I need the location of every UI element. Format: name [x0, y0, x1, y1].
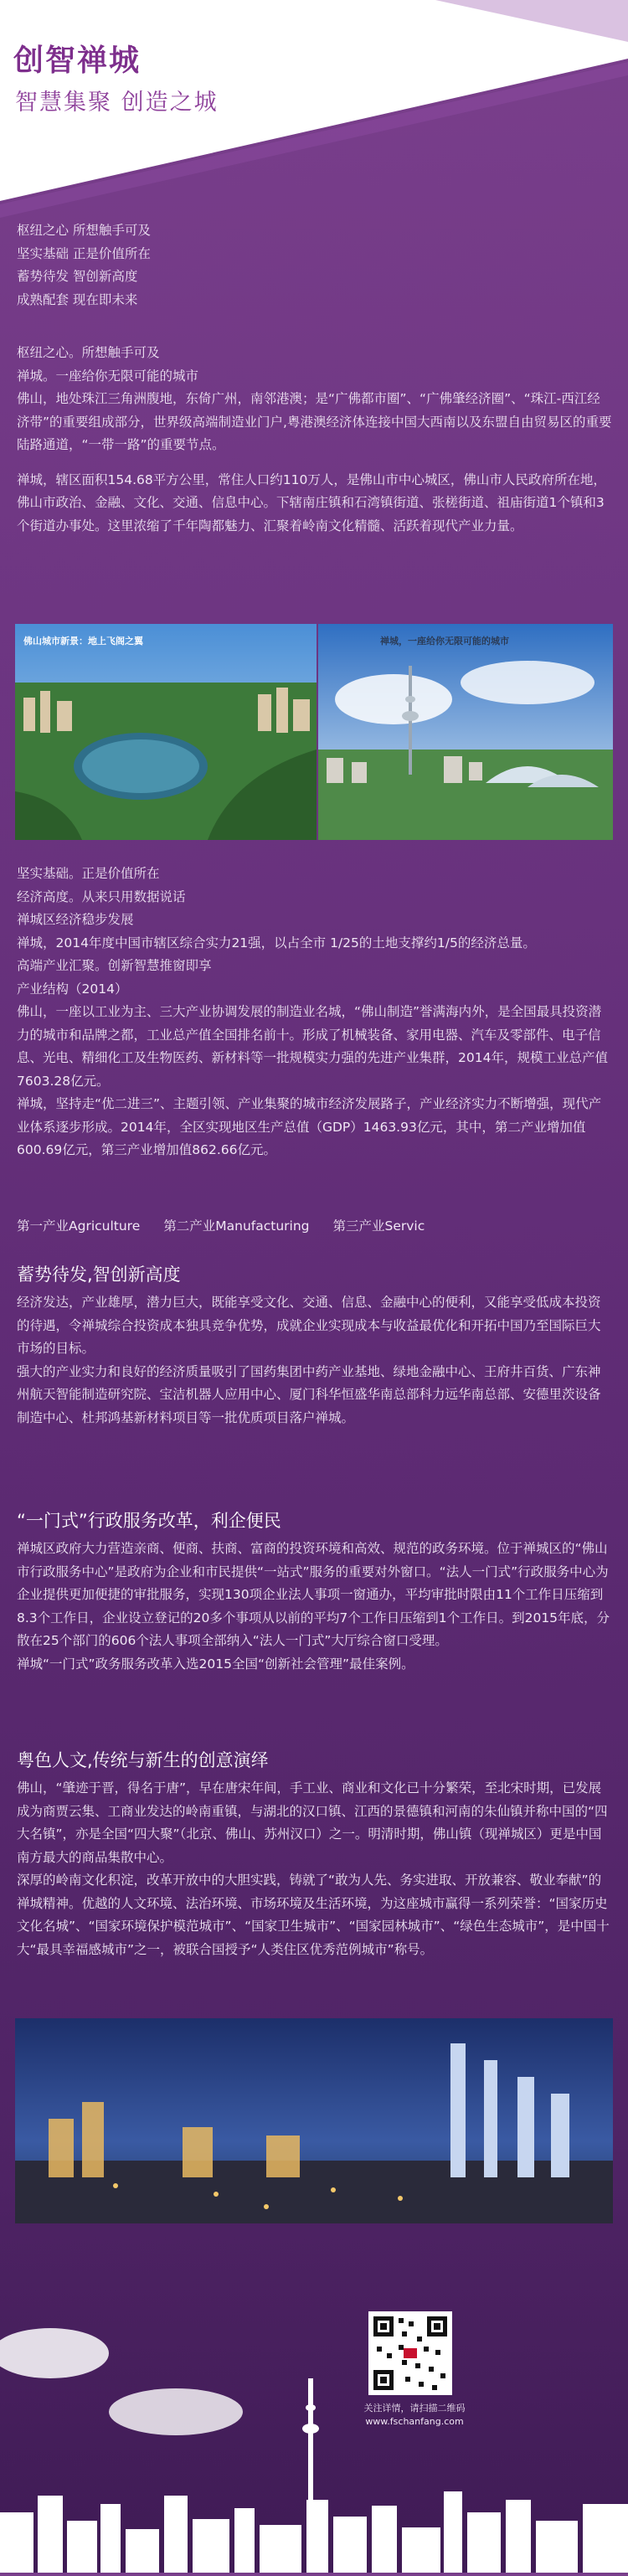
qr-note-url[interactable]: www.fschanfang.com: [365, 2416, 464, 2427]
section-line: 禅城区经济稳步发展: [17, 912, 134, 927]
qr-note-line: 关注详情，请扫描二维码: [363, 2403, 466, 2414]
photo-caption: 佛山城市新景：地上飞阁之翼: [23, 636, 143, 647]
section-reform: [17, 1538, 613, 1676]
section-paragraph: 禅城，辖区面积154.68平方公里，常住人口约110万人，是佛山市中心城区，佛山市人民政府所在地，佛山市政治、金融、文化、交通、信息中心。下辖南庄镇和石湾镇街道、张槎街道、祖庙街道1个镇和3个街道办事处。这里浓缩了千年陶都魅力、汇聚着岭南文化精髓、活跃着现代产业力量。: [17, 471, 606, 533]
intro-line: 蓄势待发 智创新高度: [17, 269, 138, 284]
section-paragraph: 佛山，一座以工业为主、三大产业协调发展的制造业名城，“佛山制造”誉满海内外，是全国最具投资潜力的城市和品牌之都，工业总产值全国排名前十。形成了机械装备、家用电器、汽车及零部件、电子信息、光电、精细化工及生物医药、新材料等一批规模实力强的先进产业集群，2014年，规模工业总产值7603.28亿元。: [17, 1004, 608, 1089]
section-paragraph: 深厚的岭南文化积淀，改革开放中的大胆实践，铸就了“敢为人先、务实进取、开放兼容、敬业奉献”的禅城精神。优越的人文环境、法治环境、市场环境及生活环境，为这座城市赢得一系列荣誉：“国家历史文化名城”、“国家环境保护模范城市”、“国家卫生城市”、“国家园林城市”、“绿色生态城市”，是中国十大“最具幸福感城市”之一，被联合国授予“人类住区优秀范例城市”称号。: [17, 1873, 610, 1957]
page-title: 创智禅城: [13, 44, 142, 78]
section-paragraph: 禅城“一门式”政务服务改革入选2015全国“创新社会管理”最佳案例。: [17, 1656, 414, 1672]
section-paragraph: 强大的产业实力和良好的经济质量吸引了国药集团中药产业基地、绿地金融中心、王府井百货、广东神州航天智能制造研究院、宝洁机器人应用中心、厦门科华恒盛华南总部科力远华南总部、安德里茨设备制造中心、杜邦鸿基新材料项目等一批优质项目落户禅城。: [17, 1363, 601, 1425]
sector-label: 第三产业Servic: [332, 1218, 425, 1234]
section-paragraph: 佛山，“肇迹于晋，得名于唐”，早在唐宋年间，手工业、商业和文化已十分繁荣，至北宋时期，已发展成为商贾云集、工商业发达的岭南重镇，与湖北的汉口镇、江西的景德镇和河南的朱仙镇并称中国的“四大名镇”，亦是全国“四大聚”（北京、佛山、苏州汉口）之一。明清时期，佛山镇（现禅城区）更是中国南方最大的商品集散中心。: [17, 1780, 608, 1865]
tower-photo: [318, 624, 613, 840]
section-culture: [17, 1777, 613, 1961]
section-paragraph: 经济发达，产业雄厚，潜力巨大，既能享受文化、交通、信息、金融中心的便利，又能享受低成本投资的待遇，令禅城综合投资成本独具竞争优势，成就企业实现成本与收益最优化和开拓中国乃至国际巨大市场的目标。: [17, 1295, 601, 1356]
photo-caption: 禅城，一座给你无限可能的城市: [380, 636, 509, 647]
sector-label: 第一产业Agriculture: [17, 1218, 141, 1234]
section-paragraph: 禅城，坚持走“优二进三”、主题引领、产业集聚的城市经济发展路子，产业经济实力不断增强，现代产业体系逐步形成。2014年，全区实现地区生产总值（GDP）1463.93亿元，其中，第二产业增加值600.69亿元，第三产业增加值862.66亿元。: [17, 1096, 602, 1157]
section-economy: [17, 863, 613, 1162]
section-heading: 粤色人文,传统与新生的创意演绎: [17, 1750, 269, 1770]
page-subtitle: 智慧集聚 创造之城: [15, 90, 219, 116]
section-paragraph: 佛山，地处珠江三角洲腹地，东倚广州，南邻港澳；是“广佛都市圈”、“广佛肇经济圈”、“珠江-西江经济带”的重要组成部分，世界级高端制造业门户,粤港澳经济体连接中国大西南以及东盟自由贸易区的重要陆路通道，“一带一路”的重要节点。: [17, 391, 612, 452]
section-paragraph: 禅城区政府大力营造亲商、便商、扶商、富商的投资环境和高效、规范的政务环境。位于禅城区的“佛山市行政服务中心”是政府为企业和市民提供“一站式”服务的重要对外窗口。“法人一门式”行政服务中心为企业提供更加便捷的审批服务，实现130项企业法人事项一窗通办，平均审批时限由11个工作日压缩到8.3个工作日，企业设立登记的20多个事项从以前的平均7个工作日压缩到1个工作日。到2015年底，分散在25个部门的606个法人事项全部纳入“法人一门式”大厅综合窗口受理。: [17, 1541, 610, 1648]
section-line: 高端产业汇聚。创新智慧推窗即享: [17, 958, 212, 973]
section-hub: [17, 342, 613, 538]
intro-line: 枢纽之心 所想触手可及: [17, 223, 151, 238]
section-heading: 蓄势待发,智创新高度: [17, 1265, 181, 1285]
qr-code[interactable]: [368, 2311, 452, 2395]
section-line: 禅城。一座给你无限可能的城市: [17, 368, 199, 384]
sector-legend: [17, 1216, 613, 1234]
skyline-silhouette: [0, 2328, 628, 2573]
intro-line: 成熟配套 现在即未来: [17, 291, 138, 307]
sector-label: 第二产业Manufacturing: [163, 1218, 310, 1234]
section-line: 产业结构（2014）: [17, 981, 128, 997]
section-heading: “一门式”行政服务改革，利企便民: [17, 1511, 281, 1531]
section-line: 枢纽之心。所想触手可及: [17, 345, 160, 360]
section-line: 经济高度。从来只用数据说话: [17, 889, 186, 904]
section-paragraph: 禅城，2014年度中国市辖区综合实力21强，以占全市 1/25的土地支撑约1/5的经济总量。: [17, 935, 536, 951]
intro-line: 坚实基础 正是价值所在: [17, 245, 151, 261]
qr-note: [352, 2402, 477, 2429]
intro-list: [17, 219, 613, 312]
section-line: 坚实基础。正是价值所在: [17, 866, 160, 881]
city-park-photo: [15, 624, 317, 840]
night-skyline-photo: [15, 2018, 613, 2223]
section-momentum: [17, 1291, 613, 1430]
